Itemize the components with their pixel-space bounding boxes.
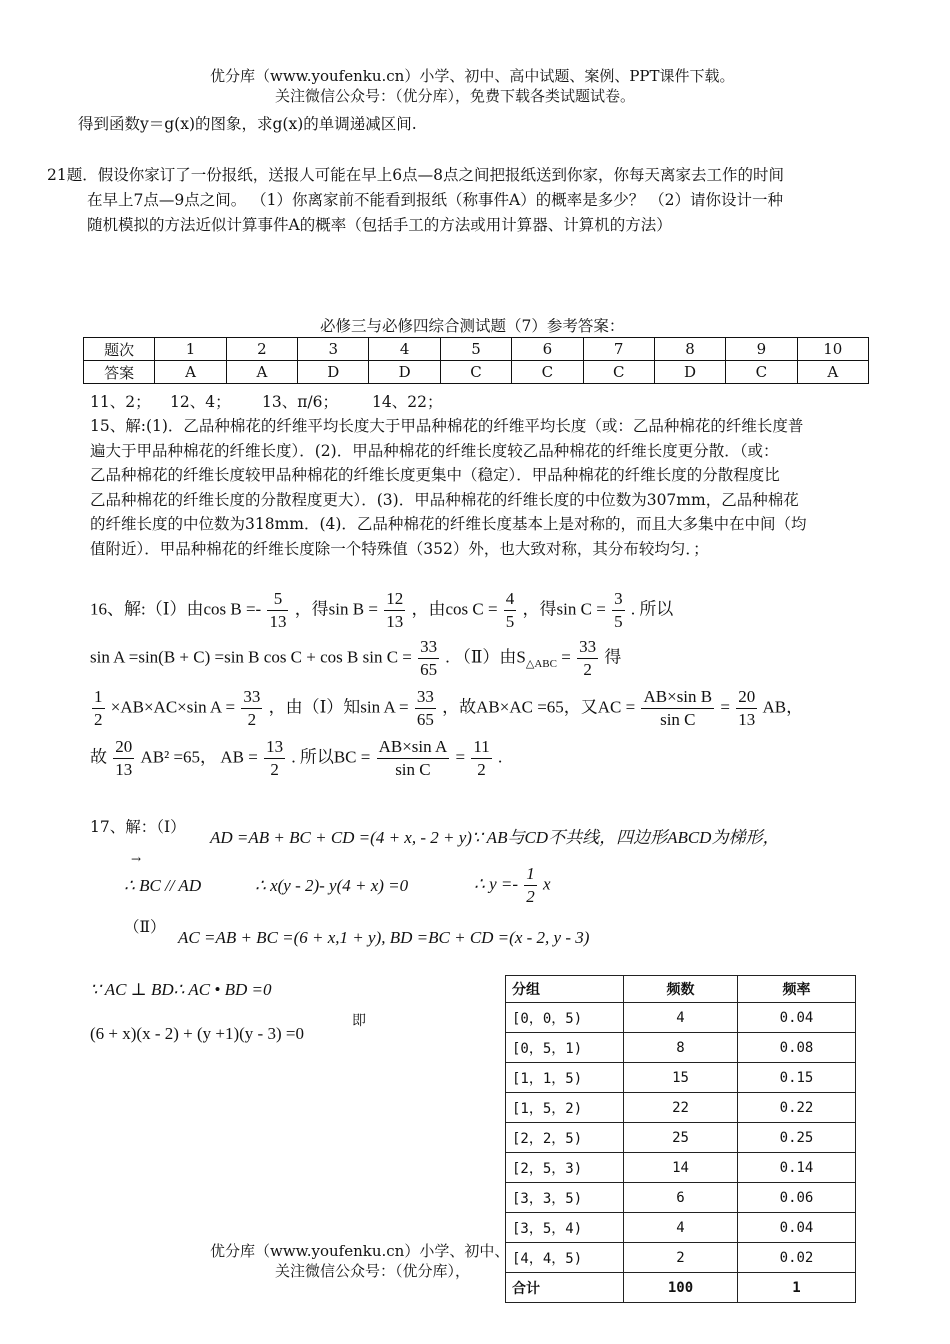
q16-text: ，由（Ⅰ）知sin A = [268,697,409,717]
q15-line-6: 值附近）．甲品种棉花的纤维长度除一个特殊值（352）外，也大致对称，其分布较均匀．； [90,540,709,558]
fraction: $\frac{12}{13}$ [386,589,404,631]
q16-text: . [497,747,503,767]
count-cell: 15 [624,1063,738,1093]
q17-line-5: (6 + x)(x - 2) + (y +1)(y - 3) =0 [90,1024,304,1043]
q15-line-4: 乙品种棉花的纤维长度的分散程度更大）．(3)．甲品种棉花的纤维长度的中位数为307mm，乙品种棉花 [90,491,799,509]
q21-line-1: 21题．假设你家订了一份报纸，送报人可能在早上6点—8点之间把报纸送到你家，你每天离家去工作的时间 [47,166,784,184]
q16-text: ×AB×AC×sin A = [110,697,236,717]
header-count: 频数 [624,976,738,1003]
q15-line-5: 的纤维长度的中位数为318mm．(4)．乙品种棉花的纤维长度基本上是对称的，而且大多集中在中间（均 [90,515,807,533]
q16-text: ，得sin B = [294,599,378,619]
group-cell: [1，1，5) [506,1063,624,1093]
count-cell: 6 [624,1183,738,1213]
q16-text: AB² =65， AB = [140,747,258,767]
total-rate: 1 [738,1273,856,1303]
fraction: $\frac{33}{65}$ [416,687,434,729]
number-cell: 4 [369,338,440,361]
answer-cell: A [226,361,297,384]
group-cell: [2，2，5) [506,1123,624,1153]
frequency-table [505,975,856,1303]
q17-tail: 即 [352,1013,366,1029]
fraction: $\frac{1}{2}$ [94,687,103,729]
row-label-answer: 答案 [84,361,155,384]
q16-subscript: △ABC [525,657,557,670]
q17-text: x [543,874,551,894]
q16-text: ，得sin C = [522,599,606,619]
q17-label-2: （Ⅱ） [124,918,166,936]
answer-cell: C [512,361,583,384]
q16-line-4 [90,736,502,781]
answer-cell: A [797,361,868,384]
answer-14: 14、22； [372,393,443,411]
rate-cell: 0.15 [738,1063,856,1093]
q17-label-1: 17、解：（Ⅰ） [90,818,186,836]
count-cell: 2 [624,1243,738,1273]
answer-cell: D [654,361,725,384]
q16-line-2 [90,636,621,681]
q17-text: ∴ y =- [474,874,518,894]
q17-line-1: AD =AB + BC + CD =(4 + x, - 2 + y)∵ AB与CD不共线，四边形ABCD为梯形， [210,828,780,847]
table-row [506,1123,856,1153]
group-cell: [2，5，3) [506,1153,624,1183]
rate-cell: 0.08 [738,1033,856,1063]
group-cell: [0，0，5) [506,1003,624,1033]
answer-table-number-row [84,338,869,361]
answer-cell: D [298,361,369,384]
rate-cell: 0.14 [738,1153,856,1183]
q16-line-3 [90,686,803,731]
vector-arrow: → [131,852,142,866]
q16-text: . （Ⅱ）由S [445,647,526,667]
intro-line: 得到函数y＝g(x)的图象，求g(x)的单调递减区间. [78,115,417,133]
header-line-1: 优分库（www.youfenku.cn）小学、初中、高中试题、案例、PPT课件下载。 [210,67,735,85]
footer-line-2: 关注微信公众号：（优分库）， [275,1262,471,1280]
number-cell: 10 [797,338,868,361]
total-count: 100 [624,1273,738,1303]
q16-text: AB， [762,697,804,717]
table-row [506,1093,856,1123]
fraction: $\frac{20}{13}$ [115,737,133,779]
group-cell: [3，3，5) [506,1183,624,1213]
fraction: $\frac{11}{2}$ [473,737,490,779]
count-cell: 4 [624,1213,738,1243]
number-cell: 9 [726,338,797,361]
q17-line-2a: ∴ BC // AD [124,876,202,895]
number-cell: 3 [298,338,369,361]
fraction: $\frac{13}{2}$ [266,737,284,779]
count-cell: 14 [624,1153,738,1183]
q16-text: sin A =sin(B + C) =sin B cos C + cos B sin C = [90,647,412,667]
q17-line-2c [474,863,551,908]
answer-table-answer-row [84,361,869,384]
answer-13: 13、π/6； [262,393,338,411]
fraction: $\frac{4}{5}$ [505,589,515,631]
rate-cell: 0.04 [738,1213,856,1243]
table-row [506,1033,856,1063]
answer-11: 11、2； [90,393,151,411]
table-row [506,1213,856,1243]
table-row [506,1063,856,1093]
count-cell: 22 [624,1093,738,1123]
answer-table [83,337,869,384]
table-row [506,1153,856,1183]
fraction: $\frac{33}{2}$ [243,687,261,729]
q16-text: ，由cos C = [411,599,498,619]
header-line-2: 关注微信公众号：（优分库），免费下载各类试题试卷。 [275,87,636,105]
header-rate: 频率 [738,976,856,1003]
table-row [506,1003,856,1033]
number-cell: 5 [440,338,511,361]
q21-line-3: 随机模拟的方法近似计算事件A的概率（包括手工的方法或用计算器、计算机的方法） [87,216,672,234]
number-cell: 6 [512,338,583,361]
number-cell: 8 [654,338,725,361]
group-cell: [1，5，2) [506,1093,624,1123]
total-label: 合计 [506,1273,624,1303]
answer-12: 12、4； [170,393,231,411]
q16-text: 16、解:（Ⅰ）由cos B =- [90,599,262,619]
q15-line-3: 乙品种棉花的纤维长度较甲品种棉花的纤维长度更集中（稳定）．甲品种棉花的纤维长度的分散程度比 [90,466,780,484]
frequency-header-row [506,976,856,1003]
answer-title: 必修三与必修四综合测试题（7）参考答案： [320,317,625,335]
fraction: $\frac{\text{AB×sin B}}{\text{sin C}}$ [643,687,713,729]
row-label-number: 题次 [84,338,155,361]
fraction: $\frac{3}{5}$ [614,589,623,631]
answer-cell: D [369,361,440,384]
rate-cell: 0.06 [738,1183,856,1213]
rate-cell: 0.22 [738,1093,856,1123]
q16-text: 故 [90,747,107,767]
number-cell: 2 [226,338,297,361]
table-row [506,1183,856,1213]
fraction: $\frac{33}{2}$ [579,637,597,679]
q16-line-1 [90,588,673,633]
rate-cell: 0.25 [738,1123,856,1153]
group-cell: [0，5，1) [506,1033,624,1063]
table-row [506,1243,856,1273]
answer-cell: C [440,361,511,384]
q16-text: . 所以BC = [291,747,371,767]
frequency-total-row [506,1273,856,1303]
q17-line-4: ∵ AC ⊥ BD∴ AC • BD =0 [90,980,272,999]
fraction: $\frac{1}{2}$ [526,864,535,906]
count-cell: 8 [624,1033,738,1063]
number-cell: 1 [155,338,226,361]
q16-text: 得 [604,647,622,667]
count-cell: 4 [624,1003,738,1033]
q16-text: = [720,697,730,717]
group-cell: [4，4，5) [506,1243,624,1273]
q17-line-2b: ∴ x(y - 2)- y(4 + x) =0 [255,876,409,895]
q16-text: = [561,647,571,667]
count-cell: 25 [624,1123,738,1153]
answer-cell: C [726,361,797,384]
q21-line-2: 在早上7点—9点之间。 （1）你离家前不能看到报纸（称事件A）的概率是多少？ （2）请你设计一种 [87,191,783,209]
answer-cell: C [583,361,654,384]
q16-text: . 所以 [630,599,674,619]
rate-cell: 0.04 [738,1003,856,1033]
header-group: 分组 [506,976,624,1003]
q16-text: ，故AB×AC =65，又AC = [442,697,636,717]
number-cell: 7 [583,338,654,361]
q16-text: = [455,747,466,767]
rate-cell: 0.02 [738,1243,856,1273]
group-cell: [3，5，4) [506,1213,624,1243]
footer-line-1: 优分库（www.youfenku.cn）小学、初中、 [210,1242,510,1260]
q15-line-2: 遍大于甲品种棉花的纤维长度）．(2)．甲品种棉花的纤维长度较乙品种棉花的纤维长度更分散．（或： [90,442,779,460]
fraction: $\frac{\text{AB×sin A}}{\text{sin C}}$ [378,737,448,779]
fraction: $\frac{33}{65}$ [420,637,438,679]
fraction: $\frac{20}{13}$ [738,687,756,729]
answer-cell: A [155,361,226,384]
q15-line-1: 15、解:(1)．乙品种棉花的纤维平均长度大于甲品种棉花的纤维平均长度（或：乙品种棉花的纤维长度普 [90,417,804,435]
fraction: $\frac{5}{13}$ [269,589,287,631]
q17-line-3: AC =AB + BC =(6 + x,1 + y), BD =BC + CD =(x - 2, y - 3) [178,928,590,947]
